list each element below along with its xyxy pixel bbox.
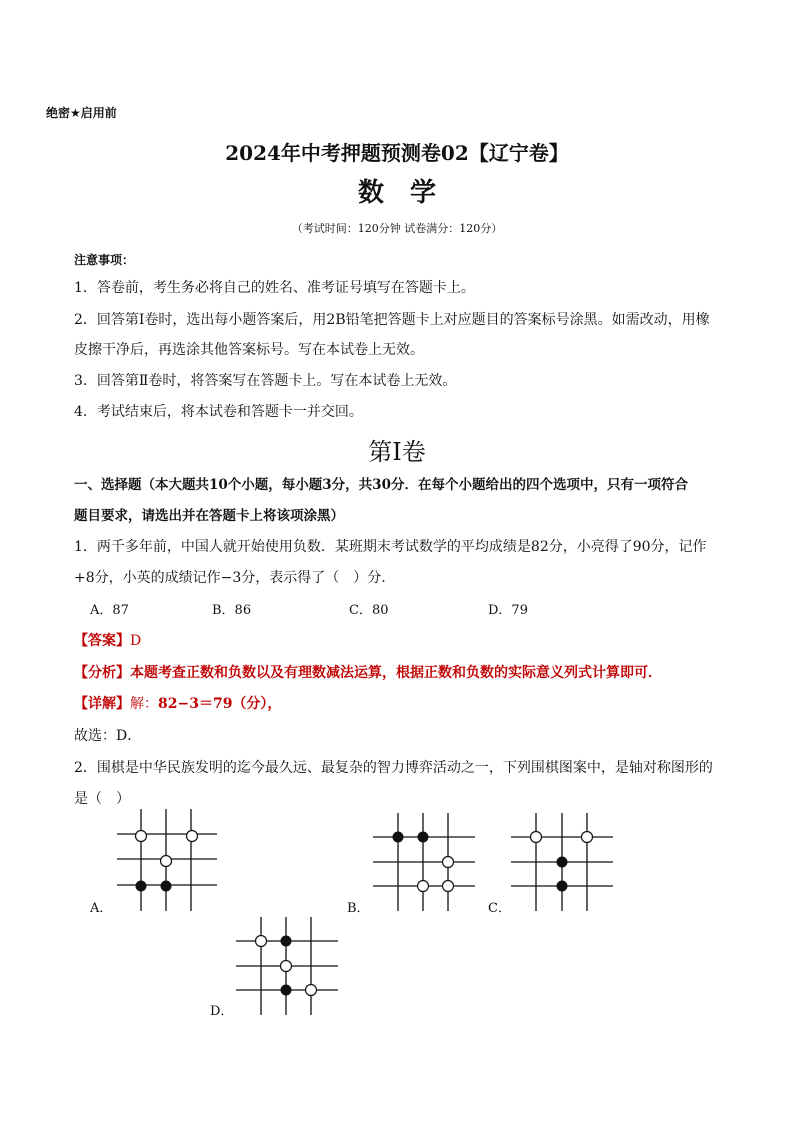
confidential-mark: 绝密★启用前 [46, 106, 117, 120]
section-heading-line2: 题目要求，请选出并在答题卡上将该项涂黑） [74, 508, 344, 524]
notice-item: 3．回答第Ⅱ卷时，将答案写在答题卡上。写在本试卷上无效。 [74, 373, 457, 389]
q1-option-d: D．79 [488, 603, 528, 618]
analysis-tag: 【分析】 [74, 665, 130, 681]
notice-item: 皮擦干净后，再选涂其他答案标号。写在本试卷上无效。 [74, 342, 424, 358]
white-stone [256, 936, 267, 947]
black-stone [557, 857, 568, 868]
notice-heading: 注意事项： [74, 253, 135, 267]
q2-label-d: D． [210, 1004, 234, 1019]
q2-stem-line1: 2．围棋是中华民族发明的迄今最久远、最复杂的智力博弈活动之一，下列围棋图案中，是轴对称图形的 [74, 760, 713, 776]
exam-meta: （考试时间：120分钟 试卷满分：120分） [291, 222, 503, 235]
detail-text: 82−3＝79（分）， [158, 696, 282, 712]
black-stone [418, 832, 429, 843]
notice-item: 4．考试结束后，将本试卷和答题卡一并交回。 [74, 404, 363, 420]
q1-stem-line1: 1．两千多年前，中国人就开始使用负数．某班期末考试数学的平均成绩是82分，小亮得了90分，记作 [74, 539, 707, 555]
q2-stem-line2: 是（ ） [74, 791, 130, 807]
black-stone [136, 881, 147, 892]
white-stone [306, 985, 317, 996]
q1-option-a: A．87 [90, 603, 129, 618]
detail-tag: 【详解】 [74, 696, 130, 712]
section-heading [74, 475, 688, 495]
black-stone [161, 881, 172, 892]
white-stone [582, 832, 593, 843]
q1-option-b: B．86 [212, 603, 252, 618]
black-stone [557, 881, 568, 892]
white-stone [531, 832, 542, 843]
white-stone [136, 831, 147, 842]
section-heading-b: 本大题共10个小题，每小题3分，共30分．在每个小题给出的 [155, 477, 526, 493]
notice-item: 1．答卷前，考生务必将自己的姓名、准考证号填写在答题卡上。 [74, 280, 475, 296]
section-heading-a: 一、选择题（ [74, 477, 155, 493]
notice-item: 2．回答第Ⅰ卷时，选出每小题答案后，用2B铅笔把答题卡上对应题目的答案标号涂黑。如需改动，用橡 [74, 312, 710, 328]
q1-detail [74, 694, 281, 714]
volume-title: 第Ⅰ卷 [368, 438, 426, 466]
white-stone [418, 881, 429, 892]
section-heading-d: ，只有一项符合 [593, 477, 688, 493]
exam-title: 2024年中考押题预测卷02【辽宁卷】 [225, 141, 569, 165]
white-stone [281, 961, 292, 972]
white-stone [187, 831, 198, 842]
section-heading-c: 四个选项中 [525, 477, 594, 493]
white-stone [443, 857, 454, 868]
subject-title: 数学 [357, 178, 462, 208]
q2-label-a: A． [90, 901, 113, 916]
black-stone [281, 936, 292, 947]
black-stone [393, 832, 404, 843]
q1-stem-line2: +8分，小英的成绩记作−3分，表示得了（ ）分. [74, 570, 386, 586]
white-stone [443, 881, 454, 892]
answer-tag: 【答案】 [74, 633, 130, 649]
q1-conclusion: 故选：D． [74, 728, 142, 744]
go-board-c [508, 810, 618, 914]
q1-option-c: C．80 [349, 603, 389, 618]
go-board-b [370, 810, 480, 914]
q1-analysis [74, 663, 662, 683]
black-stone [281, 985, 292, 996]
q2-label-c: C． [488, 901, 511, 916]
answer-value: D [130, 633, 142, 649]
q1-answer [74, 631, 141, 651]
q2-label-b: B． [347, 901, 370, 916]
white-stone [161, 856, 172, 867]
go-board-a [110, 806, 220, 914]
detail-prefix: 解： [130, 696, 158, 712]
go-board-d [233, 914, 343, 1018]
analysis-text: 本题考查正数和负数以及有理数减法运算，根据正数和负数的实际意义列式计算即可． [130, 665, 662, 681]
